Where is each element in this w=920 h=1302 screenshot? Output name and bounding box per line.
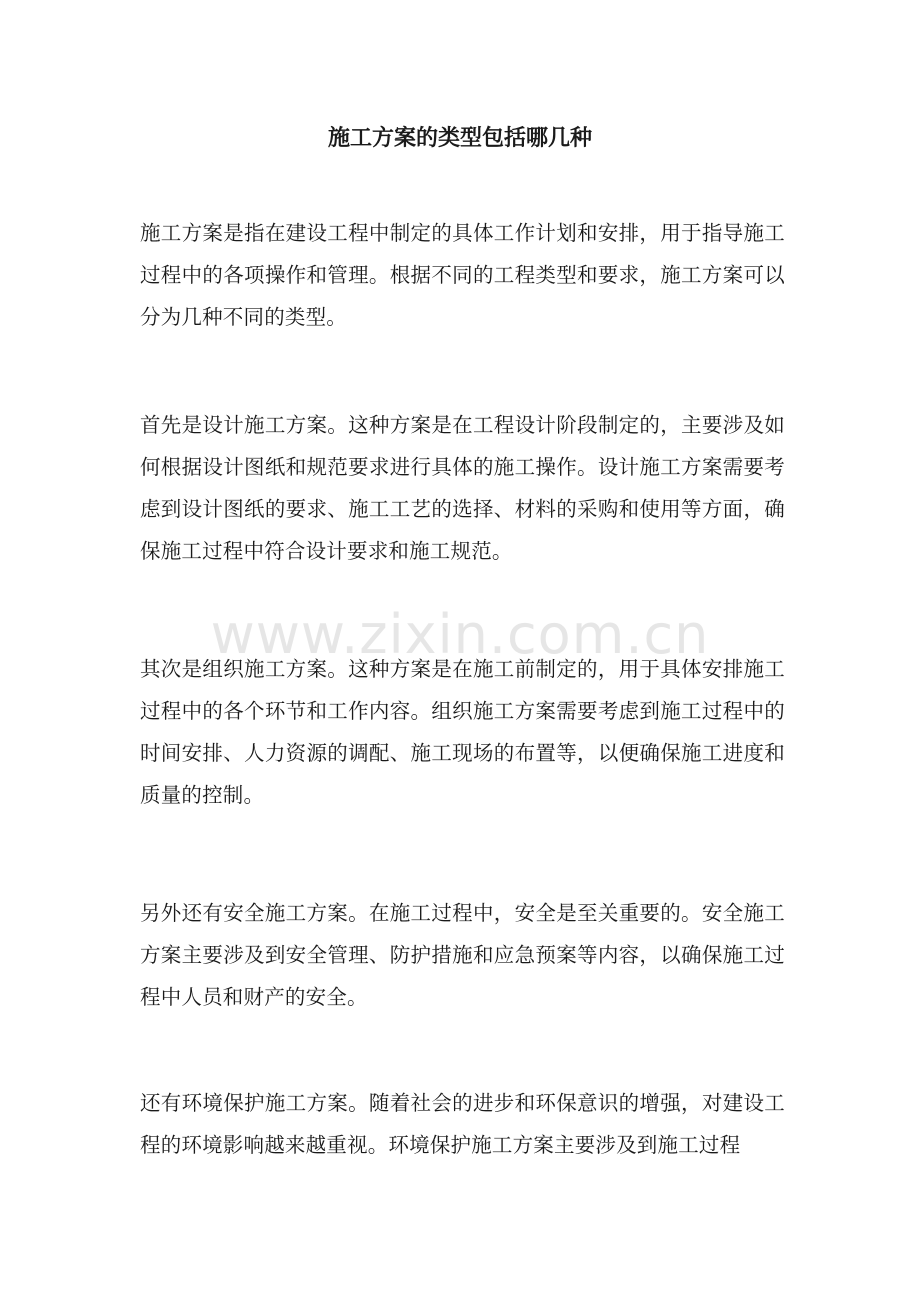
paragraph-organization-plan: 其次是组织施工方案。这种方案是在施工前制定的，用于具体安排施工过程中的各个环节和工作内容。组织施工方案需要考虑到施工过程中的时间安排、人力资源的调配、施工现场的布置等，以便确保施工进度和质量的控制。: [140, 657, 785, 807]
paragraph-intro: 施工方案是指在建设工程中制定的具体工作计划和安排，用于指导施工过程中的各项操作和管理。根据不同的工程类型和要求，施工方案可以分为几种不同的类型。: [140, 221, 785, 329]
paragraph-design-plan: 首先是设计施工方案。这种方案是在工程设计阶段制定的，主要涉及如何根据设计图纸和规范要求进行具体的施工操作。设计施工方案需要考虑到设计图纸的要求、施工工艺的选择、材料的采购和使用等方面，确保施工过程中符合设计要求和施工规范。: [140, 413, 785, 563]
document-title: 施工方案的类型包括哪几种: [327, 125, 592, 151]
paragraph-safety-plan: 另外还有安全施工方案。在施工过程中，安全是至关重要的。安全施工方案主要涉及到安全管理、防护措施和应急预案等内容，以确保施工过程中人员和财产的安全。: [140, 901, 785, 1009]
watermark: www.zixin.com.cn: [210, 603, 710, 666]
paragraph-environmental-plan: 还有环境保护施工方案。随着社会的进步和环保意识的增强，对建设工程的环境影响越来越重视。环境保护施工方案主要涉及到施工过程: [140, 1091, 785, 1157]
